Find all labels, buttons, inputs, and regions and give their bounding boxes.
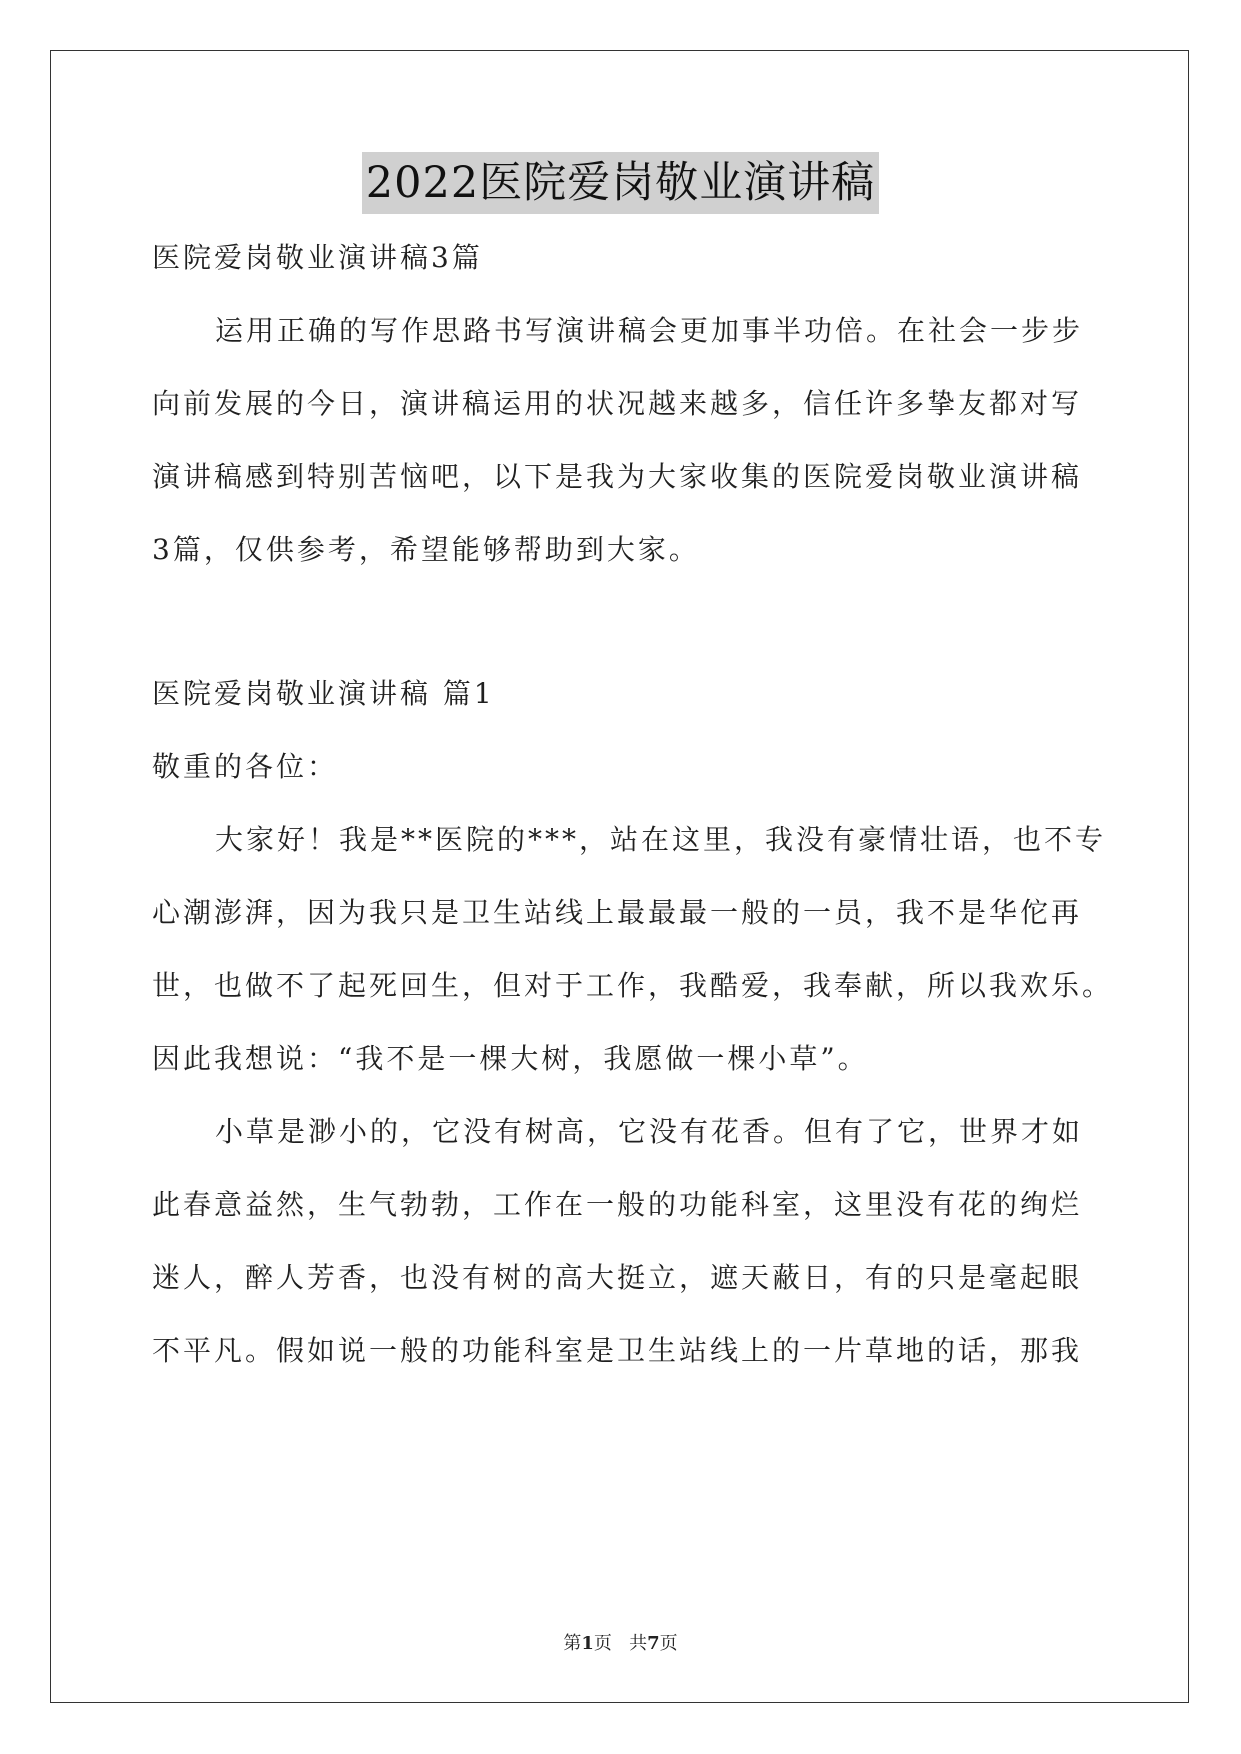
page-number: 1: [581, 1633, 594, 1654]
page-footer: [0, 1632, 1241, 1656]
intro-line-1: 运用正确的写作思路书写演讲稿会更加事半功倍。在社会一步步: [215, 314, 1084, 347]
footer-prefix: 第: [563, 1633, 582, 1654]
footer-page-suffix: 页: [593, 1633, 612, 1654]
paragraph2-line-3: 迷人，醉人芳香，也没有树的高大挺立，遮天蔽日，有的只是毫起眼: [152, 1261, 1083, 1294]
paragraph2-line-4: 不平凡。假如说一般的功能科室是卫生站线上的一片草地的话，那我: [152, 1334, 1083, 1367]
paragraph1-line-4: 因此我想说：“我不是一棵大树，我愿做一棵小草”。: [152, 1042, 869, 1075]
intro-line-2: 向前发展的今日，演讲稿运用的状况越来越多，信任许多挚友都对写: [152, 387, 1083, 420]
document-subtitle: 医院爱岗敬业演讲稿3篇: [152, 241, 483, 274]
total-pages: 7: [647, 1633, 660, 1654]
paragraph1-line-1: 大家好！我是**医院的***，站在这里，我没有豪情壮语，也不专: [215, 823, 1107, 856]
footer-total-prefix: 共: [629, 1633, 648, 1654]
intro-line-3: 演讲稿感到特别苦恼吧，以下是我为大家收集的医院爱岗敬业演讲稿: [152, 460, 1083, 493]
title-container: [0, 152, 1241, 214]
salutation: 敬重的各位：: [152, 750, 339, 783]
document-title: 2022医院爱岗敬业演讲稿: [362, 152, 879, 214]
paragraph2-line-2: 此春意益然，生气勃勃，工作在一般的功能科室，这里没有花的绚烂: [152, 1188, 1083, 1221]
paragraph2-line-1: 小草是渺小的，它没有树高，它没有花香。但有了它，世界才如: [215, 1115, 1084, 1148]
intro-line-4: 3篇，仅供参考，希望能够帮助到大家。: [152, 533, 700, 566]
section-heading: 医院爱岗敬业演讲稿 篇1: [152, 677, 495, 710]
paragraph1-line-2: 心潮澎湃，因为我只是卫生站线上最最最一般的一员，我不是华佗再: [152, 896, 1083, 929]
page-border: [50, 50, 1189, 1703]
footer-total-suffix: 页: [659, 1633, 678, 1654]
paragraph1-line-3: 世，也做不了起死回生，但对于工作，我酷爱，我奉献，所以我欢乐。: [152, 969, 1114, 1002]
